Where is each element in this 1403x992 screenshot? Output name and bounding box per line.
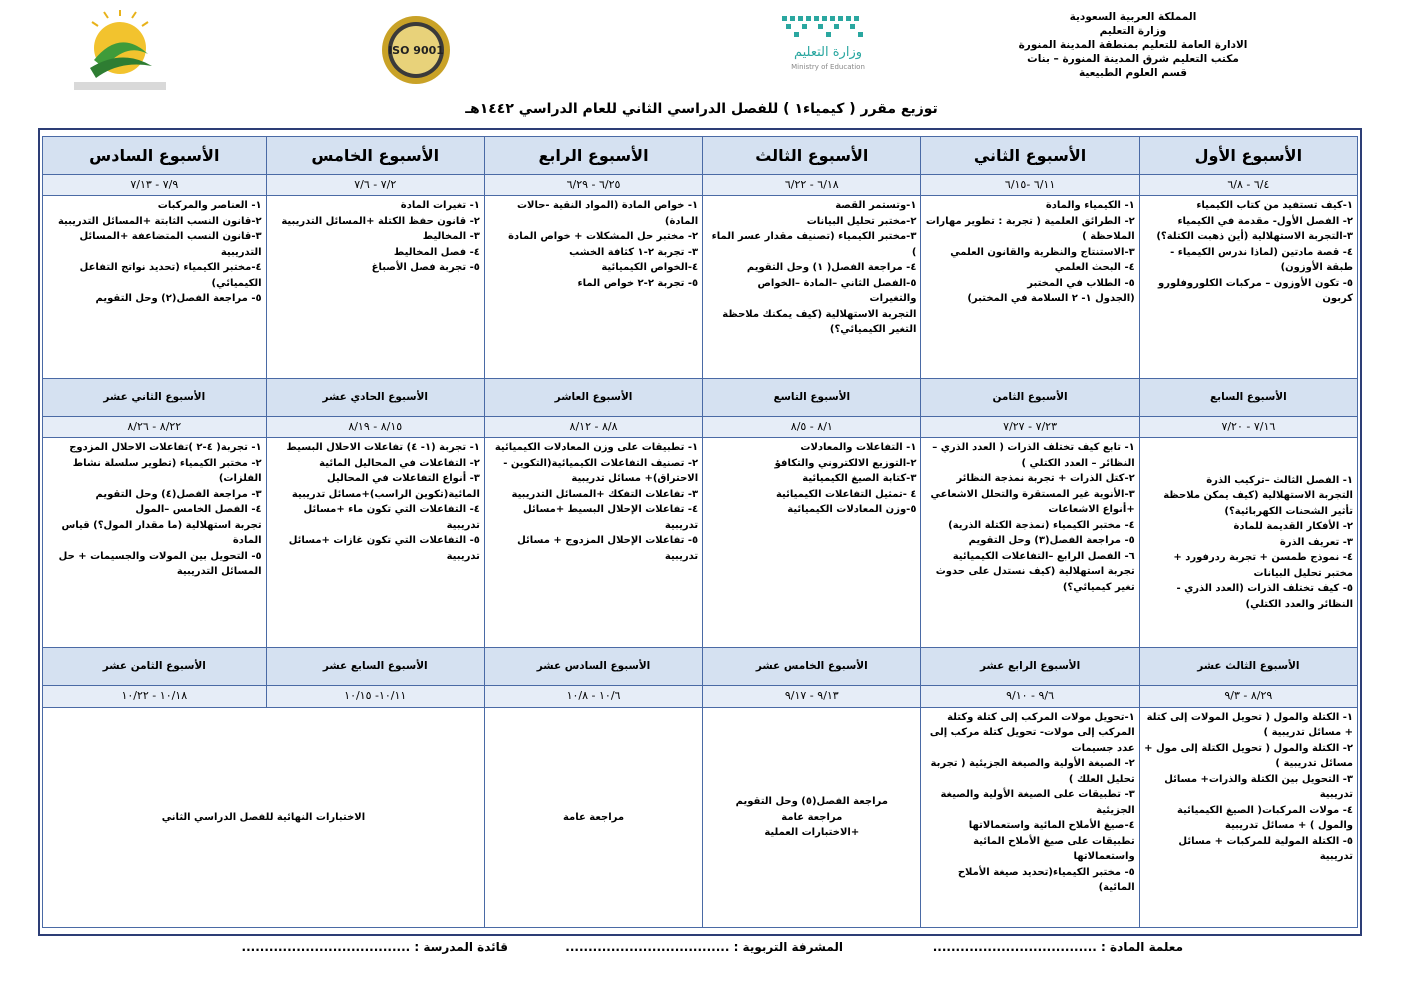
lesson-line: ١- خواص المادة (المواد النقية -حالات المادة)	[516, 200, 699, 227]
week-dates-cell: ٦/٢٥ - ٦/٢٩	[484, 174, 702, 196]
lesson-line: ٢-مختبر تحليل البيانات	[806, 215, 917, 227]
lesson-line: ٥-الفصل الثاني –المادة –الخواص والتغيرات	[757, 277, 917, 305]
week-content-cell	[484, 196, 702, 379]
week-name-cell: الأسبوع الأول	[1139, 137, 1357, 175]
lesson-line: ٤- مختبر الكيمياء (نمذجة الكتلة الذرية)	[948, 519, 1135, 531]
week-name-cell: الأسبوع الثالث	[703, 137, 921, 175]
week-dates-cell: ٧/٩ - ٧/١٣	[43, 174, 267, 196]
week-content-cell	[921, 196, 1139, 379]
week-name-cell: الأسبوع الثاني عشر	[43, 378, 267, 416]
lesson-line: ٣- أنواع التفاعلات في المحاليل المائية(تكوين الراسب)+مسائل تدريبية	[291, 473, 480, 500]
ministry-of-education-logo	[770, 12, 880, 74]
week-name-cell: الأسبوع السابع عشر	[266, 648, 484, 686]
lesson-line: ٥- تجربة فصل الأصباغ	[371, 262, 480, 274]
week-content-row	[43, 707, 1358, 928]
week-content-cell	[43, 438, 267, 648]
lesson-line: ١- تطبيقات على وزن المعادلات الكيميائية	[494, 442, 699, 454]
lesson-line: ١- العناصر والمركبات	[157, 200, 262, 212]
lesson-line: ٣- تطبيقات على الصيغة الأولية والصيغة الجزيئية	[940, 789, 1135, 816]
week-content-cell	[43, 196, 267, 379]
lesson-line: التجربة الاستهلالية (كيف يمكن ملاحظة تأثير الشحنات الكهربائية؟)	[1163, 490, 1353, 517]
page-header	[0, 0, 1403, 125]
week-dates-cell: ١٠/١١- ١٠/١٥	[266, 685, 484, 707]
lesson-line: ٣-الاستنتاج والنظرية والقانون العلمي	[950, 246, 1135, 258]
header-line: وزارة التعليم	[1099, 25, 1167, 37]
moe-dots-icon	[770, 12, 880, 74]
lesson-line: ٤- مولات المركبات( الصيغ الكيميائية والمول ) + مسائل تدريبية	[1177, 804, 1353, 831]
lesson-line: ٣-التجربة الاستهلالية (أين ذهبت الكتلة؟)	[1156, 231, 1353, 243]
week-dates-cell: ٨/١ - ٨/٥	[703, 416, 921, 438]
lesson-line: ٥- تكون الأوزون – مركبات الكلوروفلورو كربون	[1158, 277, 1353, 305]
schedule-table	[42, 136, 1358, 928]
lesson-line: ٢- مختبر حل المشكلات + خواص المادة	[508, 231, 699, 243]
teacher-signature: معلمة المادة : ....................................	[932, 940, 1183, 954]
header-line: قسم العلوم الطبيعية	[1078, 67, 1188, 79]
lesson-line: ٤ -تمثيل التفاعلات الكيميائية	[775, 488, 917, 500]
week-dates-cell: ٩/١٣ - ٩/١٧	[703, 685, 921, 707]
lesson-line: ٦- الفصل الرابع –التفاعلات الكيميائية	[952, 550, 1135, 562]
week-name-cell: الأسبوع الخامس	[266, 137, 484, 175]
week-content-cell	[1139, 707, 1357, 928]
lesson-line: ٢-كتل الذرات + تجربة نمذجة النظائر	[956, 473, 1135, 485]
final-exams-cell: الاختبارات النهائية للفصل الدراسي الثاني	[43, 707, 485, 928]
lesson-line: ٢- مختبر الكيمياء (تطوير سلسلة نشاط الفلزات)	[72, 457, 262, 485]
lesson-line: ٢-التوزيع الالكتروني والتكافؤ	[774, 457, 917, 469]
week-dates-cell: ١٠/١٨ - ١٠/٢٢	[43, 685, 267, 707]
lesson-line: مراجعة عامة	[562, 811, 625, 823]
week-dates-cell: ٧/٢ - ٧/٦	[266, 174, 484, 196]
week-name-cell: الأسبوع الخامس عشر	[703, 648, 921, 686]
week-content-cell	[1139, 196, 1357, 379]
lesson-line: ١- التفاعلات والمعادلات	[800, 442, 917, 454]
document-title: توزيع مقرر ( كيمياء١ ) للفصل الدراسي الثاني للعام الدراسي ١٤٤٢هـ	[465, 101, 938, 117]
lesson-line: ٣- التحويل بين الكتلة والذرات+ مسائل تدريبية	[1164, 773, 1353, 800]
lesson-line: ٢- الكتلة والمول ( تحويل الكتلة إلى مول + مسائل تدريبية )	[1144, 742, 1353, 769]
week-content-cell	[703, 707, 921, 928]
week-dates-cell: ٨/٢٩ - ٩/٣	[1139, 685, 1357, 707]
lesson-line: ١- تغيرات المادة	[400, 200, 480, 212]
lesson-line: ٥- تفاعلات الإحلال المزدوج + مسائل تدريبية	[517, 535, 699, 562]
lesson-line: ٢- الطرائق العلمية ( تجربة : تطوير مهارات الملاحظة )	[925, 215, 1135, 243]
week-name-cell: الأسبوع التاسع	[703, 378, 921, 416]
lesson-line: ٥- الكتلة المولية للمركبات + مسائل تدريبية	[1178, 835, 1353, 862]
lesson-line: ٤- الفصل الخامس –المول	[135, 504, 262, 516]
lesson-line: ١-تحويل مولات المركب إلى كتلة وكتلة المركب إلى مولات- تحويل كتلة مركب إلى عدد جسيمات	[929, 711, 1135, 754]
week-dates-row	[43, 416, 1358, 438]
iso-seal-icon	[380, 14, 452, 86]
week-content-cell	[266, 438, 484, 648]
week-names-row	[43, 137, 1358, 175]
week-name-cell: الأسبوع الحادي عشر	[266, 378, 484, 416]
lesson-line: ٥- مراجعة الفصل(٣) وحل التقويم	[968, 535, 1135, 547]
week-content-cell	[921, 438, 1139, 648]
week-dates-cell: ٩/٦ - ٩/١٠	[921, 685, 1139, 707]
week-name-cell: الأسبوع السادس عشر	[484, 648, 702, 686]
lesson-line: ١- الفصل الثالث –تركيب الذرة	[1206, 474, 1353, 486]
lesson-line: ٣-قانون النسب المتضاعفة +المسائل التدريبية	[79, 231, 262, 258]
lesson-line: التجربة الاستهلالية (كيف يمكنك ملاحظة التغير الكيميائي؟)	[722, 308, 917, 336]
lesson-line: تجربة استهلالية (ما مقدار المول؟) قياس المادة	[61, 519, 262, 547]
lesson-line: ٣-الأنوية غير المستقرة والتحلل الاشعاعي +أنواع الاشعاعات	[930, 488, 1135, 516]
week-dates-cell: ٧/٢٣ - ٧/٢٧	[921, 416, 1139, 438]
school-logo	[60, 8, 180, 93]
iso-certification-logo	[380, 14, 452, 86]
lesson-line: ١- الكتلة والمول ( تحويل المولات إلى كتلة + مسائل تدريبية )	[1146, 711, 1353, 738]
lesson-line: (الجدول ١- ٢ السلامة في المختبر)	[967, 293, 1135, 305]
week-name-cell: الأسبوع الرابع عشر	[921, 648, 1139, 686]
lesson-line: ٤- فصل المخاليط	[393, 246, 480, 258]
week-dates-cell: ٨/٢٢ - ٨/٢٦	[43, 416, 267, 438]
lesson-line: ١-وتستمر القصة	[835, 200, 917, 212]
week-names-row	[43, 648, 1358, 686]
lesson-line: ٣- تعريف الذرة	[1279, 536, 1353, 548]
week-content-row	[43, 196, 1358, 379]
lesson-line: ٤-الخواص الكيميائية	[601, 262, 699, 274]
lesson-line: ١-كيف تستفيد من كتاب الكيمياء	[1196, 200, 1353, 212]
header-line: مكتب التعليم شرق المدينة المنورة – بنات	[1027, 53, 1239, 65]
week-dates-row	[43, 174, 1358, 196]
week-name-cell: الأسبوع الثاني	[921, 137, 1139, 175]
lesson-line: ١- تجربة (١- ٤) تفاعلات الاحلال البسيط	[286, 442, 480, 454]
week-content-cell	[921, 707, 1139, 928]
week-dates-cell: ٨/١٥ - ٨/١٩	[266, 416, 484, 438]
lesson-line: ٣-كتابة الصيغ الكيميائية	[802, 473, 917, 485]
lesson-line: ٥- مراجعة الفصل(٢) وحل التقويم	[95, 293, 262, 305]
lesson-line: ٣- تفاعلات التفكك +المسائل التدريبية	[511, 488, 699, 500]
school-emblem-icon	[60, 8, 180, 93]
lesson-line: ٣- تجربة ٢-١ كثافة الخشب	[569, 246, 699, 258]
lesson-line: ٥- تجربة ٢-٢ خواص الماء	[577, 277, 699, 289]
week-content-cell	[1139, 438, 1357, 648]
week-dates-cell: ٦/١١ -٦/١٥	[921, 174, 1139, 196]
lesson-line: ٢- تصنيف التفاعلات الكيميائية(التكوين - الاحتراق)+ مسائل تدريبية	[503, 457, 699, 485]
lesson-line: ٤- البحث العلمي	[1054, 262, 1135, 274]
week-names-row	[43, 378, 1358, 416]
lesson-line: تجربة استهلالية (كيف نستدل على حدوث تغير كيميائي؟)	[935, 566, 1135, 593]
week-content-cell	[703, 438, 921, 648]
week-content-cell	[484, 707, 702, 928]
lesson-line: ٣-مختبر الكيمياء (تصنيف مقدار عسر الماء )	[711, 231, 917, 258]
signatures-row	[0, 940, 1403, 970]
header-line: المملكة العربية السعودية	[1069, 11, 1197, 23]
week-dates-cell: ٧/١٦ - ٧/٢٠	[1139, 416, 1357, 438]
lesson-line: ٥- الطلاب في المختبر	[1027, 277, 1135, 289]
moe-logo-text: وزارة التعليم	[793, 45, 863, 60]
lesson-line: ٢- الأفكار القديمة للمادة	[1233, 521, 1353, 533]
lesson-line: ٥-وزن المعادلات الكيميائية	[787, 504, 917, 516]
lesson-line: ١- الكيمياء والمادة	[1045, 200, 1135, 212]
schedule-frame	[38, 128, 1362, 936]
ministry-header	[1013, 10, 1253, 80]
lesson-line: ٥- مختبر الكيمياء(تحديد صيغة الأملاح المائية)	[957, 866, 1135, 893]
lesson-line: ٤- نموذج طمسن + تجربة ردرفورد + مختبر تحليل البيانات	[1173, 552, 1353, 579]
lesson-line: ٢- الفصل الأول- مقدمة في الكيمياء	[1177, 215, 1353, 227]
lesson-line: ٢-قانون النسب الثابتة +المسائل التدريبية	[57, 215, 262, 227]
week-name-cell: الأسبوع الرابع	[484, 137, 702, 175]
header-line: الادارة العامة للتعليم بمنطقة المدينة المنورة	[1018, 39, 1248, 51]
week-dates-cell: ٨/٨ - ٨/١٢	[484, 416, 702, 438]
lesson-line: ٢- التفاعلات في المحاليل المائية	[319, 457, 480, 469]
lesson-line: ٤- التفاعلات التي تكون ماء +مسائل تدريبية	[303, 504, 480, 531]
lesson-line: ٢- الصيغة الأولية والصيغة الجزيئية ( تجربة تحليل العلك )	[930, 758, 1135, 785]
lesson-line: ٤- قصة مادتين (لماذا ندرس الكيمياء - طبقة الأوزون)	[1170, 246, 1353, 274]
week-name-cell: الأسبوع الثالث عشر	[1139, 648, 1357, 686]
lesson-line: ٣- المخاليط	[422, 231, 480, 243]
week-name-cell: الأسبوع الثامن عشر	[43, 648, 267, 686]
lesson-line: ٤-صيغ الأملاح المائية واستعمالاتها	[968, 820, 1135, 831]
principal-signature: قائدة المدرسة : .....................................	[241, 940, 508, 954]
lesson-line: مراجعة الفصل(٥) وحل التقويم	[735, 796, 888, 807]
lesson-line: ٥- التحويل بين المولات والجسيمات + حل المسائل التدريبية	[58, 550, 262, 578]
lesson-line: ٢- قانون حفظ الكتلة +المسائل التدريبية	[281, 215, 480, 227]
week-dates-cell: ١٠/٦ - ١٠/٨	[484, 685, 702, 707]
lesson-line: ١- تجربة( ٤-٢ )تفاعلات الاحلال المزدوج	[69, 442, 262, 454]
week-dates-cell: ٦/٤ - ٦/٨	[1139, 174, 1357, 196]
week-content-cell	[703, 196, 921, 379]
week-name-cell: الأسبوع العاشر	[484, 378, 702, 416]
week-name-cell: الأسبوع الثامن	[921, 378, 1139, 416]
lesson-line: +الاختبارات العملية	[764, 827, 860, 838]
supervisor-signature: المشرفة التربوية : ....................................	[565, 940, 843, 954]
lesson-line: ٤- مراجعة الفصل( ١) وحل التقويم	[746, 262, 917, 274]
lesson-line: تطبيقات على صيغ الأملاح المائية واستعمالاتها	[973, 835, 1135, 862]
week-dates-row	[43, 685, 1358, 707]
lesson-line: ٥- كيف تختلف الذرات (العدد الذري - النظائر والعدد الكتلي)	[1176, 583, 1353, 610]
week-name-cell: الأسبوع السادس	[43, 137, 267, 175]
week-content-cell	[266, 196, 484, 379]
lesson-line: ٣- مراجعة الفصل(٤) وحل التقويم	[95, 488, 262, 500]
lesson-line: ٤- تفاعلات الإحلال البسيط +مسائل تدريبية	[523, 504, 699, 531]
iso-text: ISO 9001	[388, 44, 444, 57]
week-content-cell	[484, 438, 702, 648]
week-name-cell: الأسبوع السابع	[1139, 378, 1357, 416]
lesson-line: ١- تابع كيف تختلف الذرات ( العدد الذري – النظائر – العدد الكتلي )	[932, 442, 1135, 469]
lesson-line: ٤-مختبر الكيمياء (تحديد نواتج التفاعل الكيميائي)	[79, 262, 262, 289]
moe-logo-subtext: Ministry of Education	[791, 63, 865, 71]
lesson-line: ٥- التفاعلات التي تكون غازات +مسائل تدريبية	[288, 535, 480, 562]
week-dates-cell: ٦/١٨ - ٦/٢٢	[703, 174, 921, 196]
lesson-line: مراجعة عامة	[781, 811, 843, 823]
week-content-row	[43, 438, 1358, 648]
